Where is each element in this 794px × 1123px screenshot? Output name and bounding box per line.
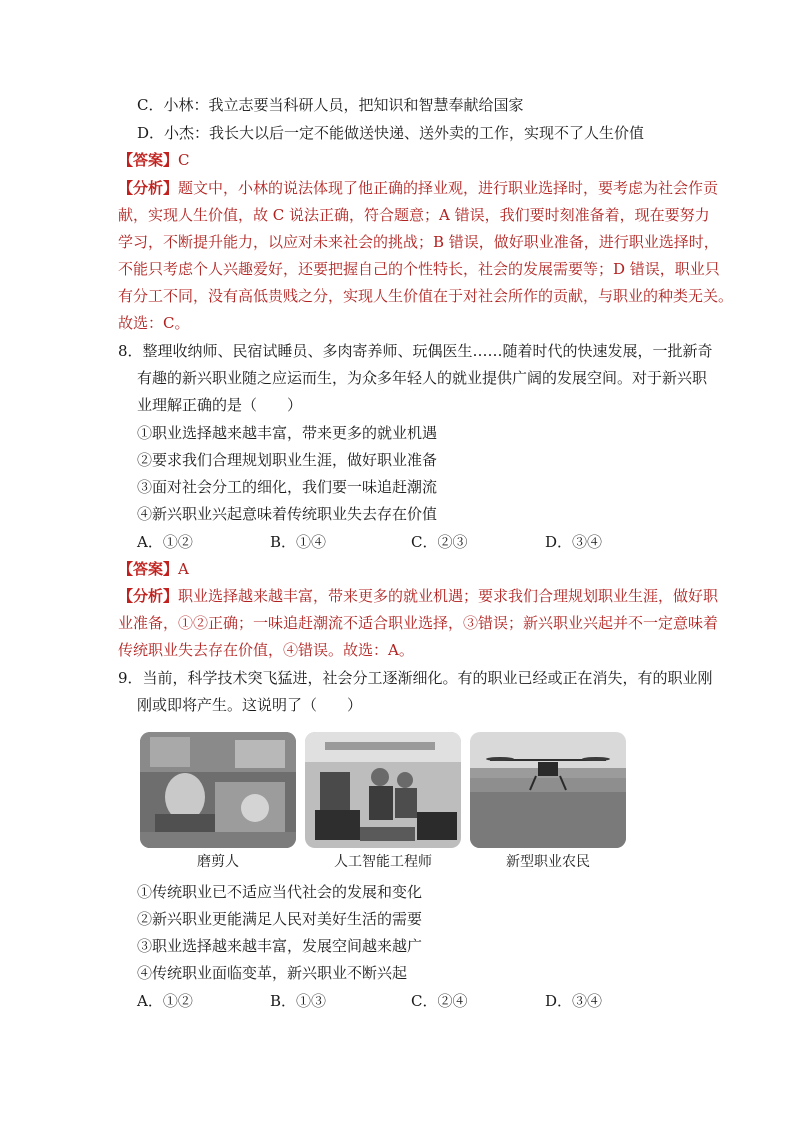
q9-statement-4: ④传统职业面临变革，新兴职业不断兴起 xyxy=(137,964,408,982)
q7-analysis-line-6: 故选：C。 xyxy=(118,314,190,332)
q8-stem-line-2: 有趣的新兴职业随之应运而生，为众多年轻人的就业提供广阔的发展空间。对于新兴职 xyxy=(137,369,708,387)
q8-statement-3: ③面对社会分工的细化，我们要一味追赶潮流 xyxy=(137,478,438,496)
q8-analysis-line-1: 【分析】职业选择越来越丰富，带来更多的就业机遇；要求我们合理规划职业生涯，做好职 xyxy=(118,587,719,605)
caption-ai-engineer: 人工智能工程师 xyxy=(334,854,432,870)
caption-knife-sharpener: 磨剪人 xyxy=(197,854,239,870)
q9-statement-1: ①传统职业已不适应当代社会的发展和变化 xyxy=(137,883,423,901)
choice-b: B．①③ xyxy=(270,992,327,1010)
choice-b: B．①④ xyxy=(270,533,327,551)
q7-option-d: D．小杰：我长大以后一定不能做送快递、送外卖的工作，实现不了人生价值 xyxy=(137,124,645,142)
q8-statement-2: ②要求我们合理规划职业生涯，做好职业准备 xyxy=(137,451,438,469)
q8-analysis-line-2: 业准备，①②正确；一味追赶潮流不适合职业选择，③错误；新兴职业兴起并不一定意味着 xyxy=(118,614,719,632)
analysis-label: 【分析】 xyxy=(118,587,179,605)
q8-statement-1: ①职业选择越来越丰富，带来更多的就业机遇 xyxy=(137,424,438,442)
answer-value: C xyxy=(178,151,190,169)
q8-stem-line-3: 业理解正确的是（ ） xyxy=(137,396,303,414)
q8-analysis-line-3: 传统职业失去存在价值，④错误。故选：A。 xyxy=(118,641,414,659)
q7-option-c: C．小林：我立志要当科研人员，把知识和智慧奉献给国家 xyxy=(137,96,524,114)
knife-sharpener-photo xyxy=(140,732,296,848)
q8-stem-line-1: 8．整理收纳师、民宿试睡员、多肉寄养师、玩偶医生……随着时代的快速发展，一批新奇 xyxy=(118,342,713,360)
answer-label: 【答案】 xyxy=(118,560,179,578)
q9-statement-2: ②新兴职业更能满足人民对美好生活的需要 xyxy=(137,910,423,928)
choice-c: C．②④ xyxy=(411,992,468,1010)
q7-analysis-line-3: 学习，不断提升能力，以应对未来社会的挑战；B 错误，做好职业准备，进行职业选择时， xyxy=(118,233,719,251)
q8-statement-4: ④新兴职业兴起意味着传统职业失去存在价值 xyxy=(137,505,438,523)
q8-answer xyxy=(118,559,189,579)
q7-analysis-line-2: 献，实现人生价值，故 C 说法正确，符合题意；A 错误，我们要时刻准备着，现在要努力 xyxy=(118,206,710,224)
choice-a: A．①② xyxy=(137,992,193,1010)
q9-statement-3: ③职业选择越来越丰富，发展空间越来越广 xyxy=(137,937,423,955)
caption-drone-farmer: 新型职业农民 xyxy=(506,854,590,870)
q9-stem-line-1: 9．当前，科学技术突飞猛进，社会分工逐渐细化。有的职业已经或正在消失，有的职业刚 xyxy=(118,669,713,687)
q7-analysis-line-1: 【分析】题文中，小林的说法体现了他正确的择业观，进行职业选择时，要考虑为社会作贡 xyxy=(118,179,719,197)
q7-analysis-line-4: 不能只考虑个人兴趣爱好，还要把握自己的个性特长，社会的发展需要等；D 错误，职业只 xyxy=(118,260,720,278)
analysis-label: 【分析】 xyxy=(118,179,179,197)
choice-d: D．③④ xyxy=(545,533,603,551)
q9-stem-line-2: 刚或即将产生。这说明了（ ） xyxy=(137,696,363,714)
ai-engineer-photo xyxy=(305,732,461,848)
choice-d: D．③④ xyxy=(545,992,603,1010)
drone-farmer-photo xyxy=(470,732,626,848)
answer-value: A xyxy=(178,560,189,578)
choice-c: C．②③ xyxy=(411,533,468,551)
choice-a: A．①② xyxy=(137,533,193,551)
answer-label: 【答案】 xyxy=(118,151,179,169)
q7-answer xyxy=(118,150,190,170)
q7-analysis-line-5: 有分工不同，没有高低贵贱之分，实现人生价值在于对社会所作的贡献，与职业的种类无关。 xyxy=(118,287,734,305)
